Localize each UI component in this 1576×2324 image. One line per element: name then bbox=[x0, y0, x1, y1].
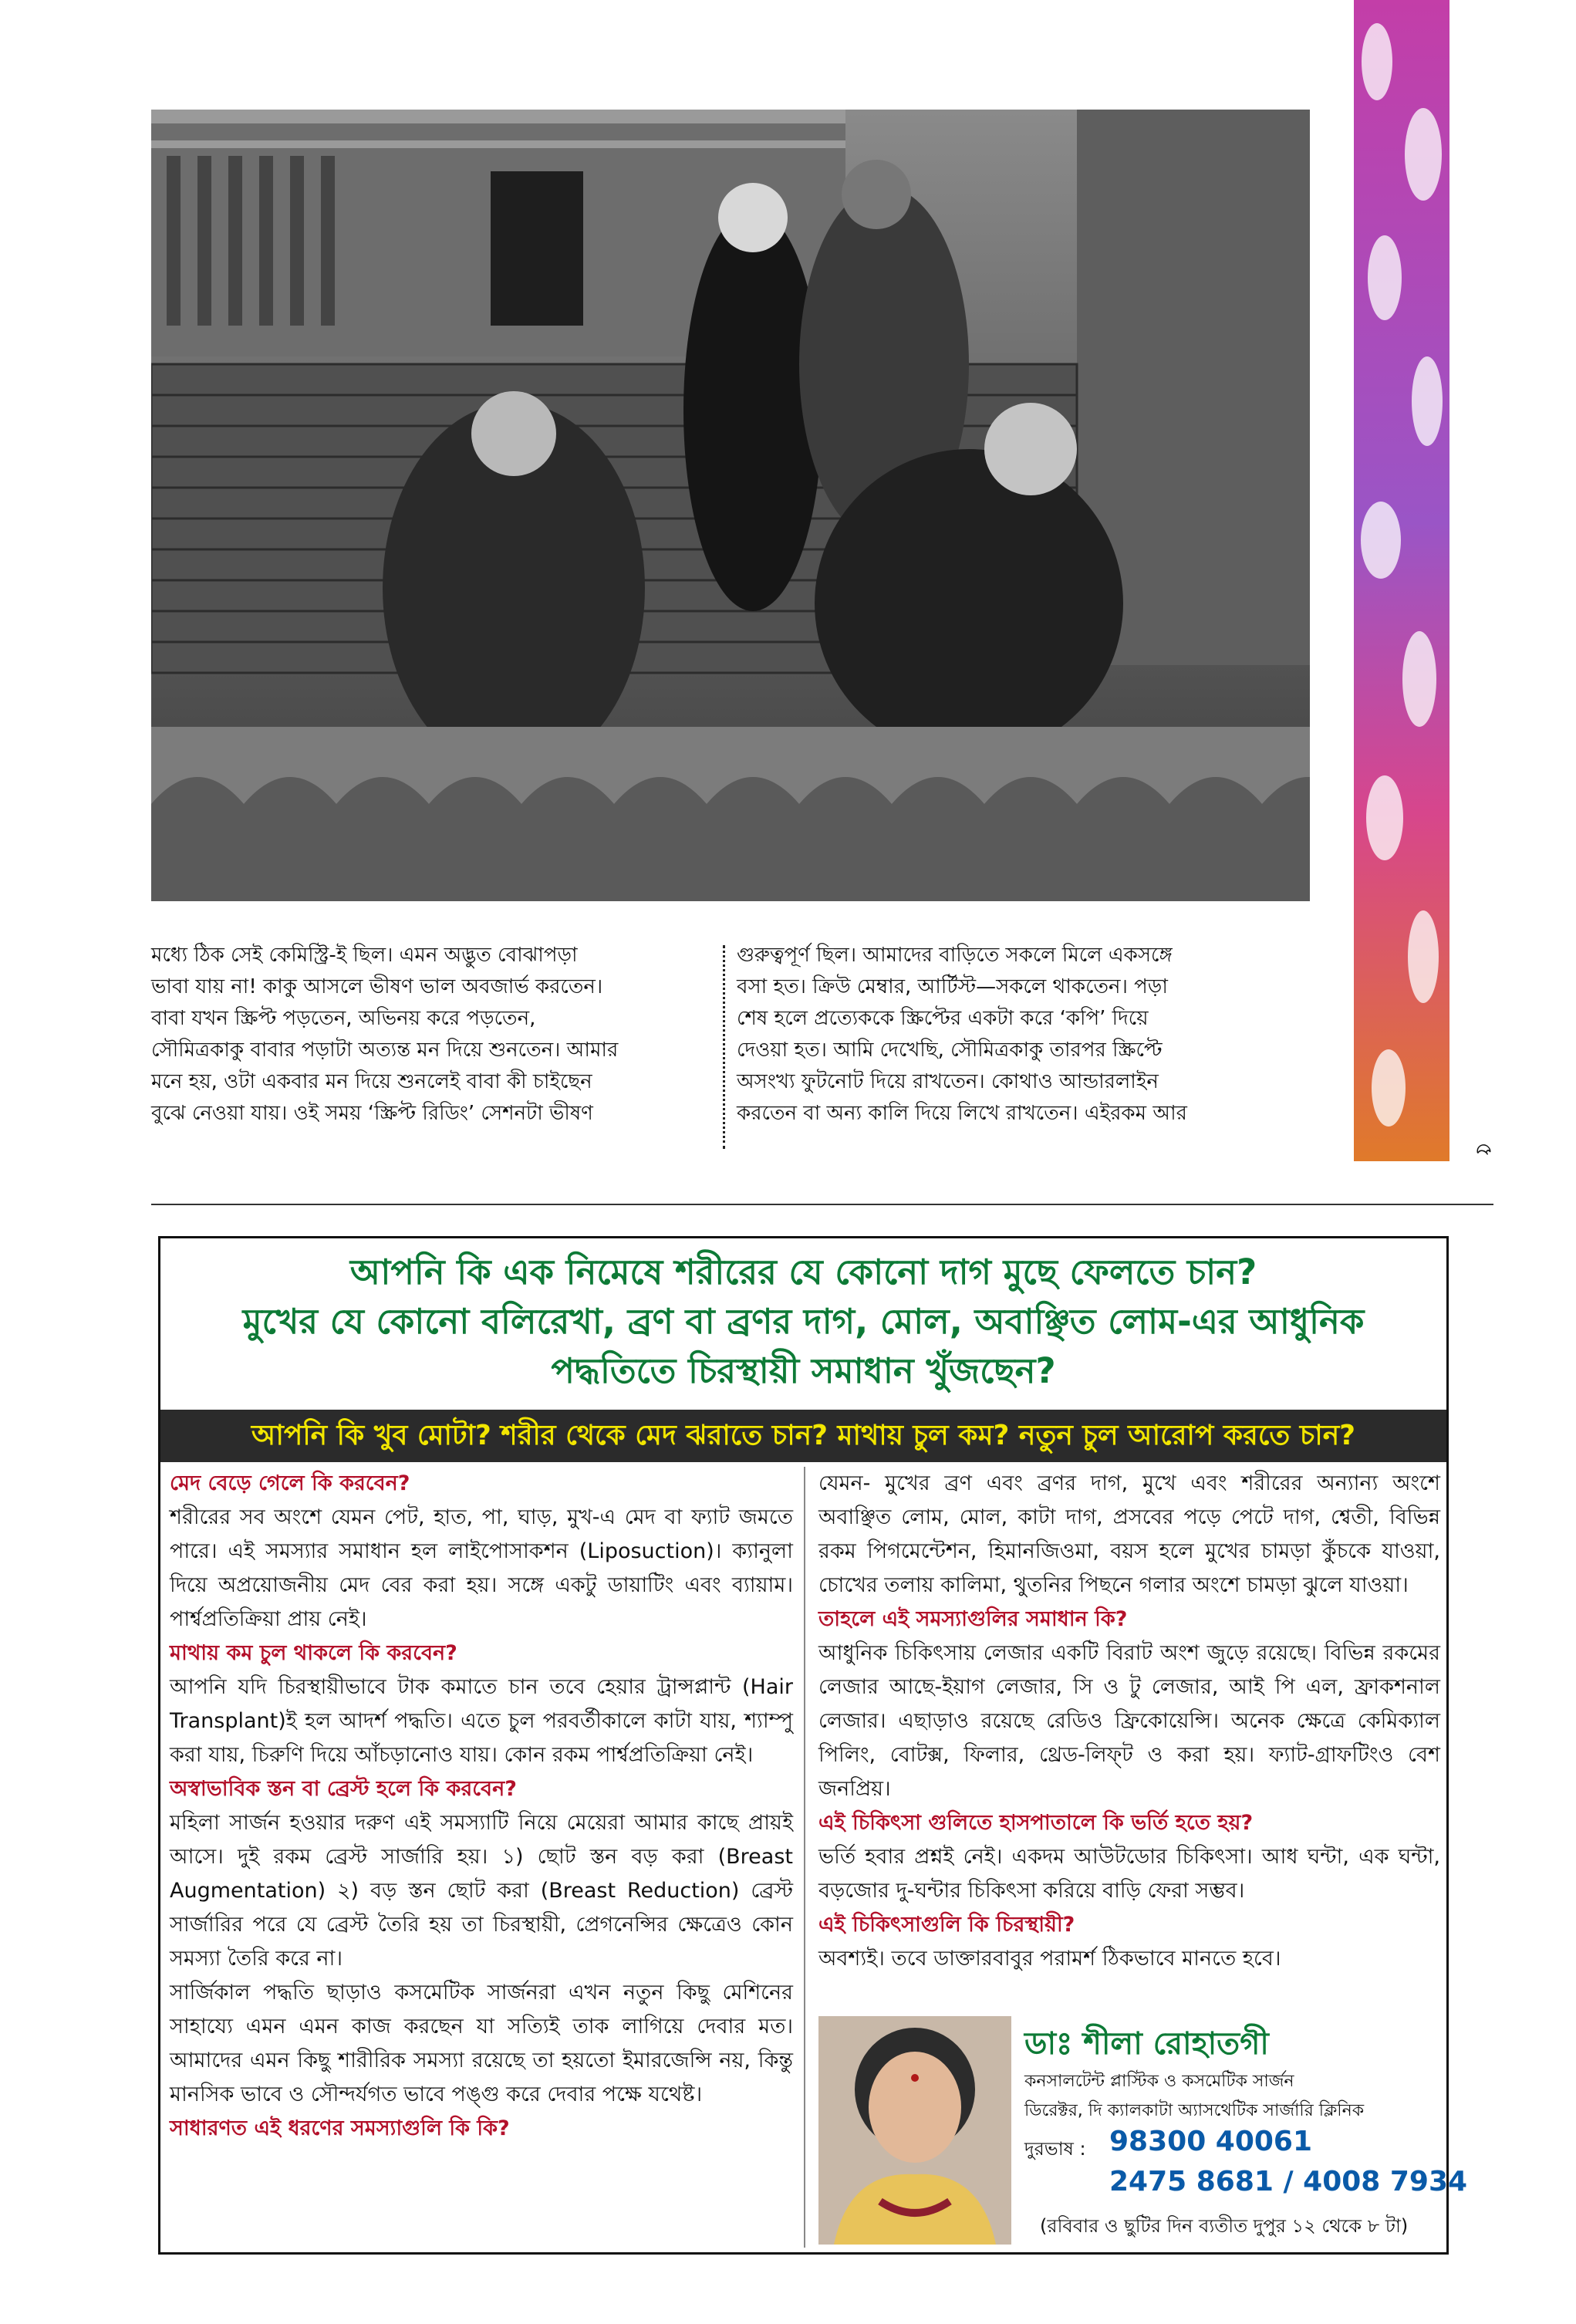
article-line: বুঝে নেওয়া যায়। ওই সময় ‘স্ক্রিপ্ট রিডিং’ সেশনটা ভীষণ bbox=[151, 1102, 593, 1125]
ad-paragraph: ভর্তি হবার প্রশ্নই নেই। একদম আউটডোর চিকিৎসা। আধ ঘন্টা, এক ঘন্টা, বড়জোর দু-ঘন্টার চিকিৎসা করিয়ে বাড়ি ফেরা সম্ভব। bbox=[818, 1845, 1440, 1903]
column-divider bbox=[723, 945, 725, 1149]
ad-question: এই চিকিৎসা গুলিতে হাসপাতালে কি ভর্তি হতে হয়? bbox=[818, 1811, 1254, 1835]
ad-headline-line: পদ্ধতিতে চিরস্থায়ী সমাধান খুঁজছেন? bbox=[551, 1350, 1056, 1391]
ad-column-left bbox=[170, 1467, 793, 2146]
section-separator bbox=[151, 1204, 1493, 1205]
article-line: বাবা যখন স্ক্রিপ্ট পড়তেন, অভিনয় করে পড়তেন, bbox=[151, 1007, 536, 1030]
ad-question: সাধারণত এই ধরণের সমস্যাগুলি কি কি? bbox=[170, 2116, 510, 2140]
ad-paragraph: অবশ্যই। তবে ডাক্তারবাবুর পরামর্শ ঠিকভাবে মানতে হবে। bbox=[818, 1947, 1281, 1971]
ad-column-divider bbox=[804, 1467, 805, 2248]
ad-question: তাহলে এই সমস্যাগুলির সমাধান কি? bbox=[818, 1607, 1128, 1631]
article-line: মধ্যে ঠিক সেই কেমিস্ট্রি-ই ছিল। এমন অদ্ভুত বোঝাপড়া bbox=[151, 944, 578, 967]
article-line: মনে হয়, ওটা একবার মন দিয়ে শুনলেই বাবা কী চাইছেন bbox=[151, 1070, 592, 1093]
article-column-left bbox=[151, 940, 713, 1130]
article-column-right bbox=[737, 940, 1306, 1130]
phone-label: দুরভাষ : bbox=[1024, 2138, 1086, 2160]
ad-column-right bbox=[818, 1467, 1440, 1976]
page-number: ৫ bbox=[1470, 1142, 1497, 1157]
article-line: করতেন বা অন্য কালি দিয়ে লিখে রাখতেন। এইরকম আর bbox=[737, 1102, 1187, 1125]
clinic-advertisement bbox=[158, 1236, 1468, 2255]
article-line: সৌমিত্রকাকু বাবার পড়াটা অত্যন্ত মন দিয়ে শুনতেন। আমার bbox=[151, 1039, 619, 1062]
ad-paragraph: আপনি যদি চিরস্থায়ীভাবে টাক কমাতে চান তবে হেয়ার ট্রান্সপ্লান্ট (Hair Transplant)ই হল আদর্শ পদ্ধতি। এতে চুল পরবর্তীকালে কাটা যায়, শ্যাম্পু করা যায়, চিরুণি দিয়ে আঁচড়ানোও যায়। কোন রকম পার্শ্বপ্রতিক্রিয়া নেই। bbox=[170, 1675, 793, 1767]
ad-headline-line: মুখের যে কোনো বলিরেখা, ব্রণ বা ব্রণর দাগ, মোল, অবাঞ্ছিত লোম-এর আধুনিক bbox=[242, 1301, 1365, 1342]
film-set-photo bbox=[151, 110, 1310, 901]
ad-headline bbox=[160, 1248, 1446, 1396]
doctor-affiliation: ডিরেক্টর, দি ক্যালকাটা অ্যাসথেটিক সার্জারি ক্লিনিক bbox=[1024, 2101, 1365, 2120]
article-line: দেওয়া হত। আমি দেখেছি, সৌমিত্রকাকু তারপর স্ক্রিপ্টে bbox=[737, 1039, 1163, 1062]
ad-paragraph: আধুনিক চিকিৎসায় লেজার একটি বিরাট অংশ জুড়ে রয়েছে। বিভিন্ন রকমের লেজার আছে-ইয়াগ লেজার, সি ও টু লেজার, আই পি এল, ফ্রাকশনাল লেজার। এছাড়াও রয়েছে রেডিও ফ্রিকোয়েন্সি। অনেক ক্ষেত্রে কেমিক্যাল পিলিং, বোটক্স, ফিলার, থ্রেড-লিফ্‌ট ও করা হয়। ফ্যাট-গ্রাফটিংও বেশ জনপ্রিয়। bbox=[818, 1641, 1440, 1801]
ad-question: অস্বাভাবিক স্তন বা ব্রেস্ট হলে কি করবেন? bbox=[170, 1777, 517, 1801]
ad-headline-line: আপনি কি এক নিমেষে শরীরের যে কোনো দাগ মুছে ফেলতে চান? bbox=[349, 1252, 1257, 1292]
phone-number-landline: 2475 8681 / 4008 7934 bbox=[1109, 2166, 1468, 2197]
ad-question: মেদ বেড়ে গেলে কি করবেন? bbox=[170, 1471, 410, 1495]
article-line: শেষ হলে প্রত্যেককে স্ক্রিপ্টের একটা করে ‘কপি’ দিয়ে bbox=[737, 1007, 1149, 1030]
article-line: অসংখ্য ফুটনোট দিয়ে রাখতেন। কোথাও আন্ডারলাইন bbox=[737, 1070, 1159, 1093]
ad-paragraph: শরীরের সব অংশে যেমন পেট, হাত, পা, ঘাড়, মুখ-এ মেদ বা ফ্যাট জমতে পারে। এই সমস্যার সমাধান হল লাইপোসাকশন (Liposuction)। ক্যানুলা দিয়ে অপ্রয়োজনীয় মেদ বের করা হয়। সঙ্গে একটু ডায়াটিং এবং ব্যায়াম। পার্শ্বপ্রতিক্রিয়া প্রায় নেই। bbox=[170, 1505, 793, 1631]
article-line: বসা হত। ক্রিউ মেম্বার, আর্টিস্ট—সকলে থাকতেন। পড়া bbox=[737, 975, 1168, 998]
ad-question: মাথায় কম চুল থাকলে কি করবেন? bbox=[170, 1641, 457, 1665]
ad-paragraph: মহিলা সার্জন হওয়ার দরুণ এই সমস্যাটি নিয়ে মেয়েরা আমার কাছে প্রায়ই আসে। দুই রকম ব্রেস্ট সার্জারি হয়। ১) ছোট স্তন বড় করা (Breast Augmentation) ২) বড় স্তন ছোট করা (Breast Reduction) ব্রেস্ট সার্জারির পরে যে ব্রেস্ট তৈরি হয় তা চিরস্থায়ী, প্রেগনেন্সির ক্ষেত্রেও কোন সমস্যা তৈরি করে না। bbox=[170, 1811, 793, 1971]
doctor-portrait bbox=[818, 2016, 1011, 2245]
article-line: গুরুত্বপূর্ণ ছিল। আমাদের বাড়িতে সকলে মিলে একসঙ্গে bbox=[737, 944, 1173, 967]
phone-number-mobile: 98300 40061 bbox=[1109, 2126, 1313, 2157]
ad-paragraph: সার্জিকাল পদ্ধতি ছাড়াও কসমেটিক সার্জনরা এখন নতুন কিছু মেশিনের সাহায্যে এমন এমন কাজ করছেন যা সত্যিই তাক লাগিয়ে দেবার মত। আমাদের এমন কিছু শারীরিক সমস্যা রয়েছে তা হয়তো ইমারজেন্সি নয়, কিন্তু মানসিক ভাবে ও সৌন্দর্যগত ভাবে পঙ্গু করে দেবার পক্ষে যথেষ্ট। bbox=[170, 1981, 793, 2106]
ad-paragraph: যেমন- মুখের ব্রণ এবং ব্রণর দাগ, মুখে এবং শরীরের অন্যান্য অংশে অবাঞ্ছিত লোম, মোল, কাটা দাগ, প্রসবের পড়ে পেটে দাগ, শ্বেতী, বিভিন্ন রকম পিগমেন্টেশন, হিমানজিওমা, বয়স হলে মুখের চামড়া কুঁচকে যাওয়া, চোখের তলায় কালিমা, থুতনির পিছনে গলার অংশে চামড়া ঝুলে যাওয়া। bbox=[818, 1471, 1440, 1597]
ad-banner: আপনি কি খুব মোটা? শরীর থেকে মেদ ঝরাতে চান? মাথায় চুল কম? নতুন চুল আরোপ করতে চান? bbox=[160, 1410, 1446, 1462]
clinic-hours: (রবিবার ও ছুটির দিন ব্যতীত দুপুর ১২ থেকে ৮ টা) bbox=[1040, 2215, 1409, 2237]
doctor-title: কনসালটেন্ট প্লাস্টিক ও কসমেটিক সার্জন bbox=[1024, 2072, 1294, 2091]
decorative-leaf-strip bbox=[1354, 0, 1449, 1161]
doctor-name: ডাঃ শীলা রোহাতগী bbox=[1024, 2026, 1269, 2062]
article-line: ভাবা যায় না! কাকু আসলে ভীষণ ভাল অবজার্ভ করতেন। bbox=[151, 975, 603, 998]
ad-question: এই চিকিৎসাগুলি কি চিরস্থায়ী? bbox=[818, 1913, 1075, 1937]
